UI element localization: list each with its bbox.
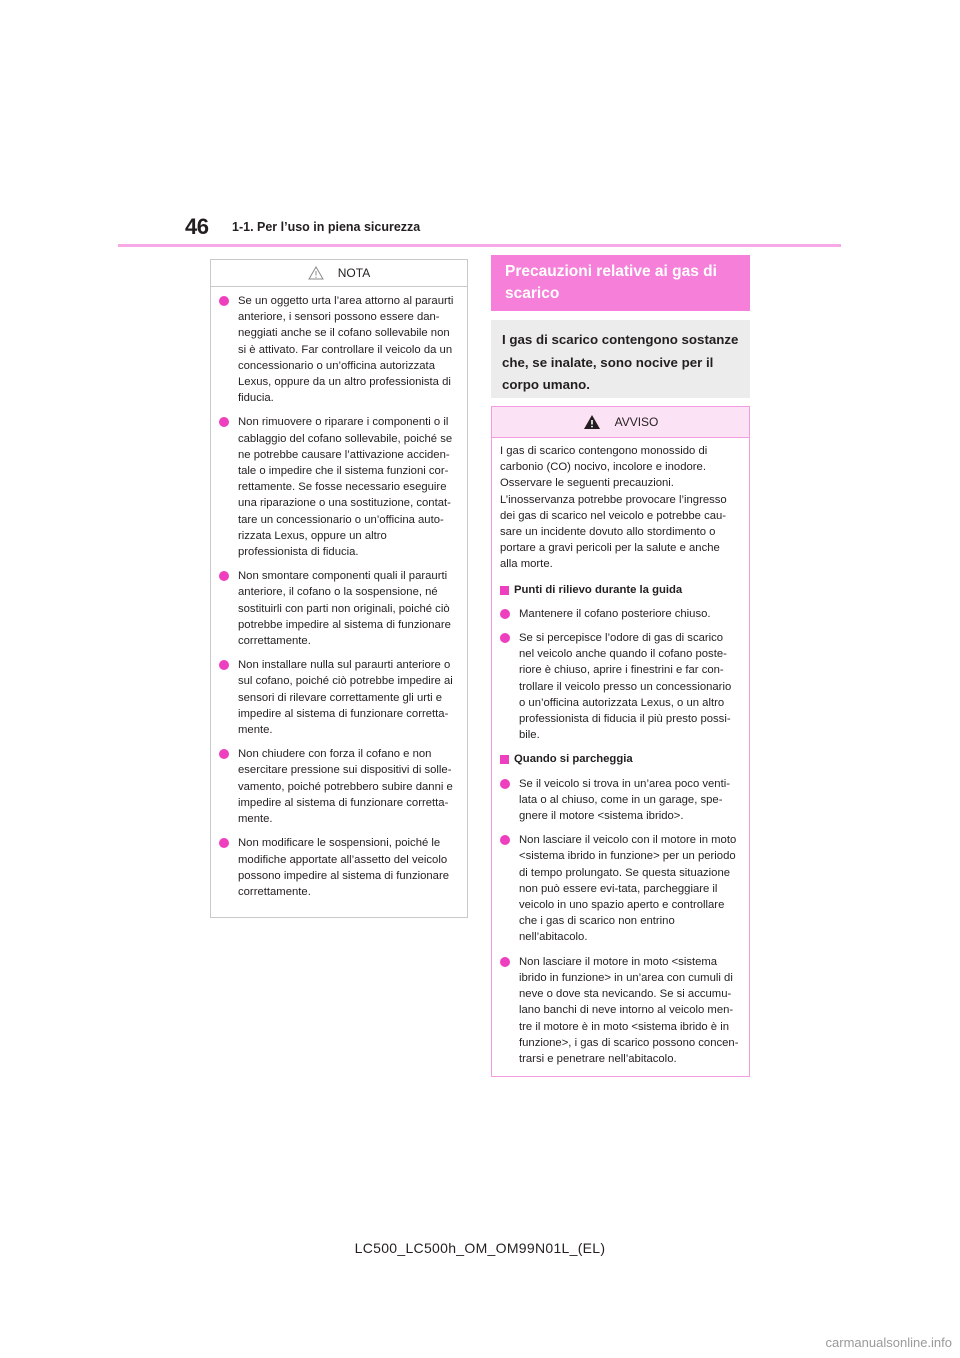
avviso-item: Se si percepisce l’odore di gas di scarico nel veicolo anche quando il cofano poste-riore è chiuso, aprire i finestrini e far con-trollare il veicolo presso un concessionario o un’officina autorizzata Lexus, o un altro professionista di fiducia il più presto possi-bile. [500, 630, 740, 743]
avviso-item: Se il veicolo si trova in un’area poco venti-lata o al chiuso, come in un garage, spe-gnere il motore <sistema ibrido>. [500, 776, 740, 825]
avviso-item: Non lasciare il motore in moto <sistema ibrido in funzione> in un’area con cumuli di neve o dove sta nevicando. Se si accumu-lano banchi di neve intorno al veicolo men-tre il motore è in moto <sistema ibrido è in funzione>, i gas di scarico possono concen-trarsi e penetrare nell’abitacolo. [500, 954, 740, 1067]
nota-item: Non rimuovere o riparare i componenti o il cablaggio del cofano sollevabile, poiché se ne potrebbe causare l’attivazione acciden-tale o impedire che il sistema funzioni cor-rettamente. Se fosse necessario eseguire una riparazione o una sostituzione, contat-tare un concessionario o un’officina auto-rizzata Lexus, oppure un altro professionista di fiducia. [219, 414, 458, 560]
bullet-icon [219, 660, 229, 670]
avviso-paragraph: I gas di scarico contengono monossido di carbonio (CO) nocivo, incolore e inodore. Osservare le seguenti precauzioni. L’inosservanza potrebbe provocare l’ingresso dei gas di scarico nel veicolo e potrebbe cau-sare un incidente dovuto allo stordimento o portare a gravi pericoli per la salute e anche alla morte. [500, 445, 727, 571]
bullet-icon [500, 633, 510, 643]
avviso-item: Non lasciare il veicolo con il motore in moto <sistema ibrido in funzione> per un periodo di tempo prolungato. Se questa situazione non può essere evi-tata, parcheggiare il veicolo in uno spazio aperto e controllare che i gas di scarico non entrino nell’abitacolo. [500, 832, 740, 945]
bullet-icon [219, 571, 229, 581]
avviso-item: Mantenere il cofano posteriore chiuso. [500, 606, 740, 622]
nota-title: NOTA [337, 266, 371, 280]
nota-item: Non chiudere con forza il cofano e non esercitare pressione sui dispositivi di solle-vamento, poiché potrebbero subire danni e impedire al sistema di funzionare corretta-mente. [219, 746, 458, 827]
page-number: 46 [185, 214, 209, 239]
bullet-icon [500, 957, 510, 967]
nota-item: Non modificare le sospensioni, poiché le modifiche apportate all’assetto del veicolo possono impedire al sistema di funzionare correttamente. [219, 835, 458, 900]
bullet-icon [219, 749, 229, 759]
bullet-icon [219, 296, 229, 306]
header-rule [118, 244, 841, 247]
subhead-parking: Quando si parcheggia [500, 751, 740, 767]
watermark: carmanualsonline.info [825, 1335, 952, 1350]
subhead-driving: Punti di rilievo durante la guida [500, 582, 740, 598]
nota-item: Se un oggetto urta l’area attorno al paraurti anteriore, i sensori possono essere dan-neggiati anche se il cofano sollevabile non si è attivato. Far controllare il veicolo da un concessionario o un’officina autorizzata Lexus, oppure da un altro professionista di fiducia. [219, 293, 458, 406]
avviso-header [492, 407, 749, 438]
square-bullet-icon [500, 755, 509, 764]
section-title: 1-1. Per l’uso in piena sicurezza [232, 220, 421, 234]
nota-header [211, 260, 467, 287]
avviso-box [491, 406, 750, 1077]
footer-code: LC500_LC500h_OM_OM99N01L_(EL) [354, 1240, 606, 1256]
avviso-title: AVVISO [614, 415, 659, 429]
warning-icon [583, 414, 601, 430]
bullet-icon [500, 609, 510, 619]
bullet-icon [500, 835, 510, 845]
exhaust-intro: I gas di scarico contengono sostanze che, se inalate, sono nocive per il corpo umano. [491, 320, 750, 398]
nota-item: Non smontare componenti quali il paraurti anteriore, il cofano o la sospensione, né sostituirli con parti non originali, poiché ciò potrebbe impedire al sistema di funzionare correttamente. [219, 568, 458, 649]
bullet-icon [219, 417, 229, 427]
bullet-icon [500, 779, 510, 789]
caution-outline-icon [308, 266, 324, 280]
nota-box [210, 259, 468, 918]
square-bullet-icon [500, 586, 509, 595]
nota-item: Non installare nulla sul paraurti anteriore o sul cofano, poiché ciò potrebbe impedire ai sensori di rilevare correttamente gli urti e impedire al sistema di funzionare corretta-mente. [219, 657, 458, 738]
exhaust-heading: Precauzioni relative ai gas di scarico [491, 255, 750, 311]
bullet-icon [219, 838, 229, 848]
